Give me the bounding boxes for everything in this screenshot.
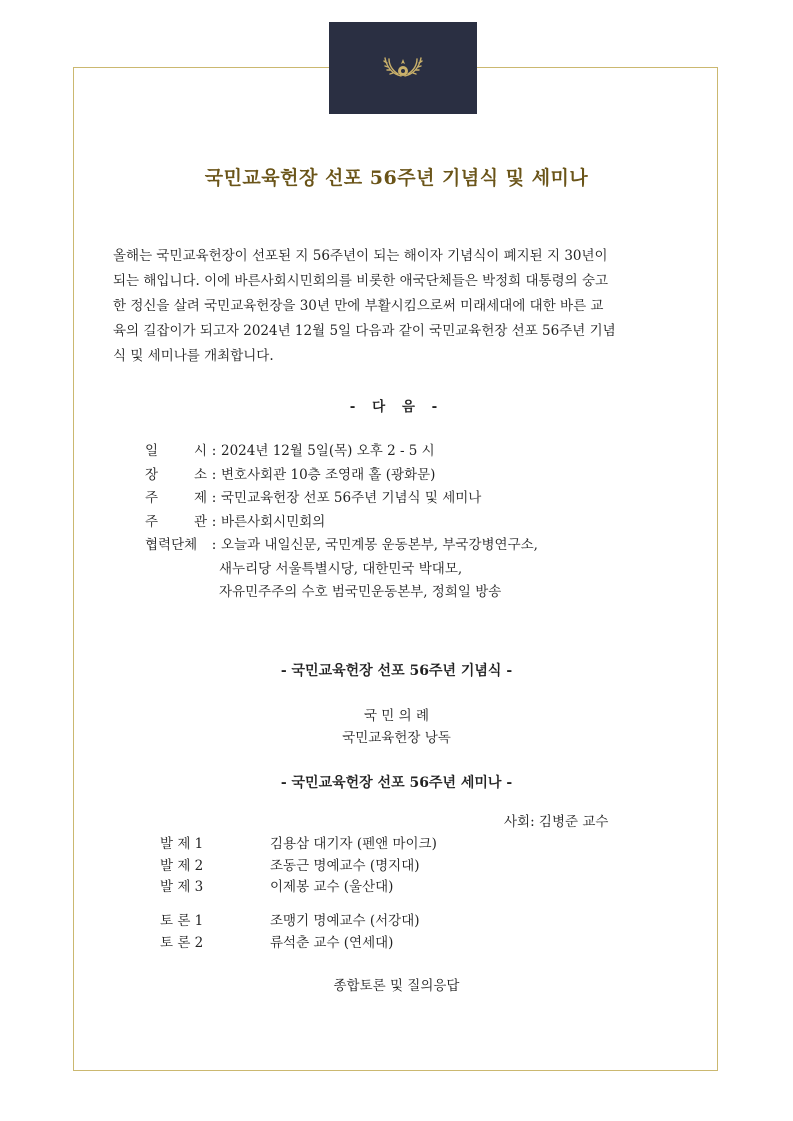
detail-value: 국민교육헌장 선포 56주년 기념식 및 세미나 (221, 490, 482, 506)
detail-value: 바른사회시민회의 (221, 513, 326, 530)
detail-value: 변호사회관 10층 조영래 홀 (광화문) (221, 466, 436, 483)
closing-session: 종합토론 및 질의응답 (333, 978, 460, 994)
intro-line: 한 정신을 살려 국민교육헌장을 30년 만에 부활시킴으로써 미래세대에 대한 바른 교 (113, 298, 604, 314)
detail-place (145, 464, 538, 488)
presenter-role: 발 제 2 (160, 857, 204, 874)
detail-host (145, 511, 538, 535)
presenter-list (160, 834, 437, 899)
ceremony-item: 국 민 의 례 (363, 708, 430, 724)
detail-separator: : (211, 466, 217, 483)
discussant-role: 토 론 2 (160, 934, 204, 951)
intro-line: 되는 해입니다. 이에 바른사회시민회의를 비롯한 애국단체들은 박정희 대통령의 숭고 (113, 273, 609, 289)
presenter-row (160, 877, 437, 899)
presenter-row (160, 834, 437, 856)
presenter-role: 발 제 3 (160, 879, 204, 895)
event-details (145, 440, 538, 605)
presenter-role: 발 제 1 (160, 836, 204, 852)
emblem-header (329, 22, 477, 114)
presidential-emblem-icon (381, 50, 425, 82)
ceremony-heading: - 국민교육헌장 선포 56주년 기념식 - (280, 663, 513, 679)
detail-label: 장 소 (145, 466, 207, 483)
presenter-name: 이제봉 교수 (울산대) (270, 879, 394, 895)
intro-line: 올해는 국민교육헌장이 선포된 지 56주년이 되는 해이자 기념식이 폐지된 지 30년이 (113, 248, 608, 264)
discussant-role: 토 론 1 (160, 913, 204, 929)
next-heading: - 다 음 - (349, 399, 444, 415)
discussant-list (160, 911, 420, 954)
presenter-row (160, 856, 437, 878)
detail-label: 협력단체 (145, 537, 198, 553)
presenter-name: 김용삼 대기자 (펜앤 마이크) (270, 836, 437, 852)
detail-partners (145, 534, 538, 558)
discussant-name: 류석춘 교수 (연세대) (270, 934, 394, 951)
page-title: 국민교육헌장 선포 56주년 기념식 및 세미나 (204, 167, 589, 189)
intro-paragraph (113, 244, 681, 369)
intro-line: 육의 길잡이가 되고자 2024년 12월 5일 다음과 같이 국민교육헌장 선포 56주년 기념 (113, 323, 616, 339)
detail-label: 주 제 (145, 490, 207, 506)
detail-value: 오늘과 내일신문, 국민계몽 운동본부, 부국강병연구소, (221, 537, 538, 553)
seminar-moderator: 사회: 김병준 교수 (504, 814, 609, 830)
intro-line: 식 및 세미나를 개최합니다. (113, 348, 274, 364)
presenter-name: 조동근 명예교수 (명지대) (270, 857, 420, 874)
ceremony-item: 국민교육헌장 낭독 (342, 730, 451, 746)
discussant-row (160, 911, 420, 933)
detail-label: 주 관 (145, 513, 207, 530)
detail-label: 일 시 (145, 443, 207, 459)
detail-separator: : (211, 443, 217, 459)
partners-continuation: 새누리당 서울특별시당, 대한민국 박대모, (219, 560, 463, 577)
discussant-name: 조맹기 명예교수 (서강대) (270, 913, 420, 929)
partners-continuation: 자유민주주의 수호 범국민운동본부, 정희일 방송 (219, 584, 502, 600)
detail-theme (145, 487, 538, 511)
discussant-row (160, 933, 420, 955)
detail-value: 2024년 12월 5일(목) 오후 2 - 5 시 (221, 443, 435, 459)
detail-separator: : (211, 513, 217, 530)
detail-date (145, 440, 538, 464)
detail-separator: : (211, 537, 217, 553)
seminar-heading: - 국민교육헌장 선포 56주년 세미나 - (280, 775, 513, 791)
detail-separator: : (211, 490, 217, 506)
